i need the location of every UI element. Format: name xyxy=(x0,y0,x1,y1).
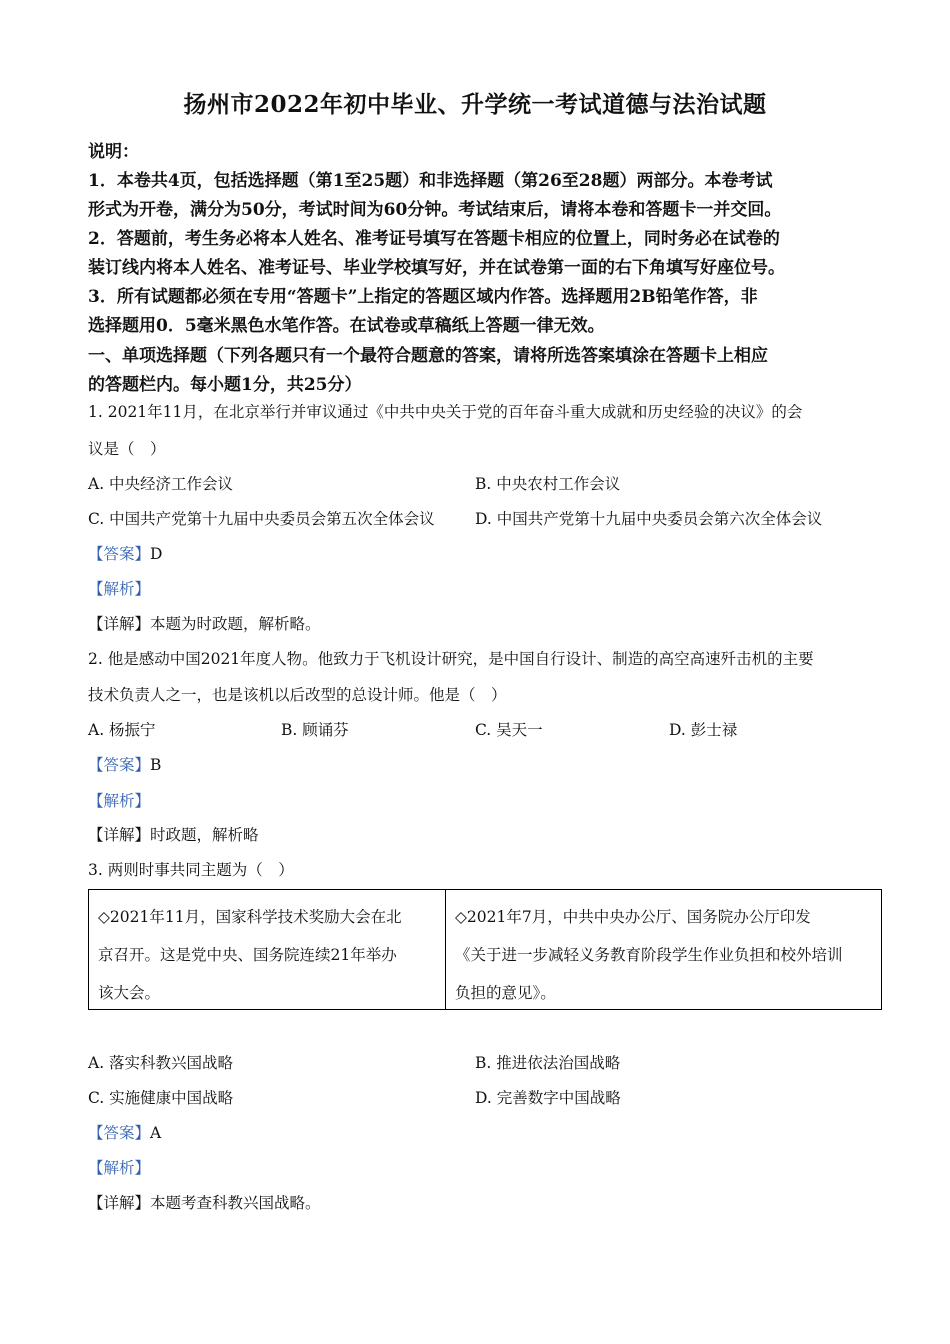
news-line: 《关于进一步减轻义务教育阶段学生作业负担和校外培训 xyxy=(455,946,843,964)
q1-stem: 议是（ ） xyxy=(88,440,166,458)
notes-line: 2．答题前，考生务必将本人姓名、准考证号填写在答题卡相应的位置上，同时务必在试卷的 xyxy=(88,229,780,249)
q1-stem: 1. 2021年11月，在北京举行并审议通过《中共中央关于党的百年奋斗重大成就和历史经验的决议》的会 xyxy=(88,403,803,421)
q1-detail xyxy=(88,612,321,634)
q2-analysis-label: 【解析】 xyxy=(88,792,151,810)
q2-answer xyxy=(88,753,161,775)
detail-label: 【详解】 xyxy=(88,615,151,633)
q1-option-a: A. 中央经济工作会议 xyxy=(88,475,234,493)
q2-detail xyxy=(88,823,259,845)
detail-text: 本题为时政题，解析略。 xyxy=(150,615,321,633)
q3-stem: 3. 两则时事共同主题为（ ） xyxy=(88,861,294,879)
q3-answer xyxy=(88,1121,161,1143)
q1-option-c: C. 中国共产党第十九届中央委员会第五次全体会议 xyxy=(88,510,435,528)
section-heading: 的答题栏内。每小题1分，共25分） xyxy=(88,375,362,395)
notes-line: 选择题用0．5毫米黑色水笔作答。在试卷或草稿纸上答题一律无效。 xyxy=(88,316,605,336)
detail-label: 【详解】 xyxy=(88,826,151,844)
q2-option-a: A. 杨振宁 xyxy=(88,721,156,739)
section-heading: 一、单项选择题（下列各题只有一个最符合题意的答案，请将所选答案填涂在答题卡上相应 xyxy=(88,346,768,366)
page-title: 扬州市2022年初中毕业、升学统一考试道德与法治试题 xyxy=(183,91,767,118)
news-cell-left xyxy=(89,890,446,1009)
q1-analysis-label: 【解析】 xyxy=(88,580,151,598)
answer-label: 【答案】 xyxy=(88,756,151,774)
q2-option-c: C. 吴天一 xyxy=(475,721,543,739)
answer-value: D xyxy=(150,545,163,563)
q3-option-c: C. 实施健康中国战略 xyxy=(88,1089,234,1107)
news-line: ◇2021年11月，国家科学技术奖励大会在北 xyxy=(98,908,402,926)
q3-analysis-label: 【解析】 xyxy=(88,1159,151,1177)
news-line: ◇2021年7月，中共中央办公厅、国务院办公厅印发 xyxy=(455,908,811,926)
notes-line: 装订线内将本人姓名、准考证号、毕业学校填写好，并在试卷第一面的右下角填写好座位号。 xyxy=(88,258,785,278)
answer-value: B xyxy=(150,756,162,774)
detail-text: 本题考查科教兴国战略。 xyxy=(150,1194,321,1212)
q3-option-a: A. 落实科教兴国战略 xyxy=(88,1054,234,1072)
q2-stem: 2. 他是感动中国2021年度人物。他致力于飞机设计研究，是中国自行设计、制造的高空高速歼击机的主要 xyxy=(88,650,814,668)
news-line: 该大会。 xyxy=(98,984,161,1002)
answer-value: A xyxy=(150,1124,162,1142)
q1-option-d: D. 中国共产党第十九届中央委员会第六次全体会议 xyxy=(475,510,823,528)
q2-option-b: B. 顾诵芬 xyxy=(281,721,349,739)
news-cell-right xyxy=(446,890,881,1009)
detail-label: 【详解】 xyxy=(88,1194,151,1212)
notes-heading: 说明： xyxy=(88,142,139,162)
answer-label: 【答案】 xyxy=(88,545,151,563)
news-table xyxy=(88,889,882,1010)
q3-option-b: B. 推进依法治国战略 xyxy=(475,1054,621,1072)
q1-option-b: B. 中央农村工作会议 xyxy=(475,475,621,493)
q1-answer xyxy=(88,542,162,564)
q2-stem: 技术负责人之一，也是该机以后改型的总设计师。他是（ ） xyxy=(88,686,507,704)
notes-line: 1．本卷共4页，包括选择题（第1至25题）和非选择题（第26至28题）两部分。本卷考试 xyxy=(88,171,773,191)
q3-option-d: D. 完善数字中国战略 xyxy=(475,1089,621,1107)
q3-detail xyxy=(88,1191,321,1213)
detail-text: 时政题，解析略 xyxy=(150,826,259,844)
answer-label: 【答案】 xyxy=(88,1124,151,1142)
news-line: 京召开。这是党中央、国务院连续21年举办 xyxy=(98,946,397,964)
news-line: 负担的意见》。 xyxy=(455,984,556,1002)
notes-line: 形式为开卷，满分为50分，考试时间为60分钟。考试结束后，请将本卷和答题卡一并交回。 xyxy=(88,200,782,220)
q2-option-d: D. 彭士禄 xyxy=(669,721,738,739)
notes-line: 3．所有试题都必须在专用“答题卡”上指定的答题区域内作答。选择题用2B铅笔作答，非 xyxy=(88,287,758,307)
